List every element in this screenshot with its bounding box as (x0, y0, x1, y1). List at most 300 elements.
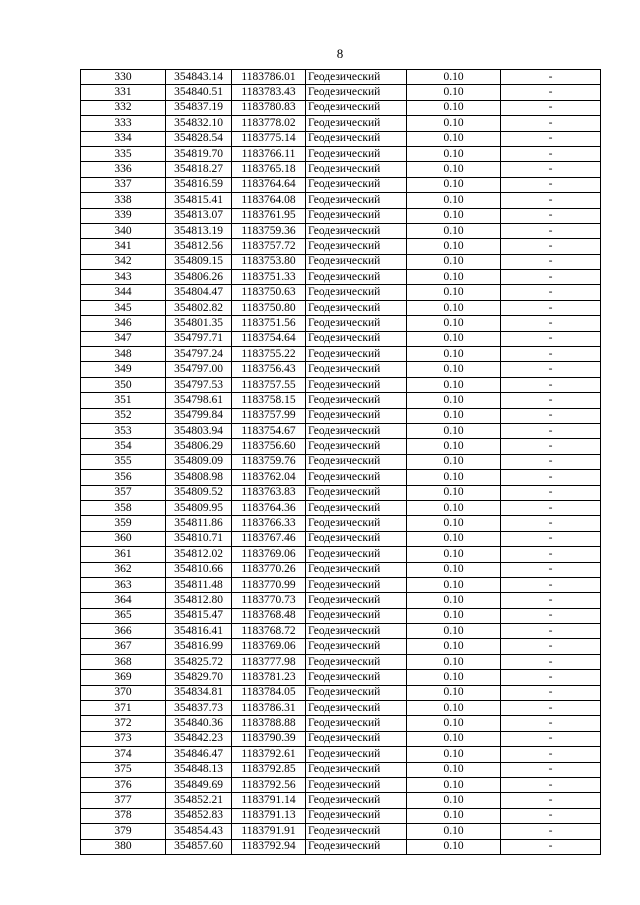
y-coordinate-cell: 1183770.26 (232, 562, 306, 577)
point-number-cell: 356 (81, 470, 166, 485)
y-coordinate-cell: 1183754.67 (232, 423, 306, 438)
accuracy-cell: 0.10 (407, 377, 501, 392)
description-cell: - (501, 777, 601, 792)
x-coordinate-cell: 354840.36 (166, 716, 232, 731)
x-coordinate-cell: 354849.69 (166, 777, 232, 792)
method-cell: Геодезический (306, 685, 407, 700)
accuracy-cell: 0.10 (407, 639, 501, 654)
description-cell: - (501, 377, 601, 392)
method-cell: Геодезический (306, 654, 407, 669)
y-coordinate-cell: 1183757.72 (232, 239, 306, 254)
point-number-cell: 331 (81, 85, 166, 100)
table-row (81, 85, 601, 100)
accuracy-cell: 0.10 (407, 70, 501, 85)
method-cell: Геодезический (306, 162, 407, 177)
description-cell: - (501, 393, 601, 408)
table-row (81, 223, 601, 238)
accuracy-cell: 0.10 (407, 162, 501, 177)
x-coordinate-cell: 354857.60 (166, 839, 232, 854)
description-cell: - (501, 624, 601, 639)
point-number-cell: 352 (81, 408, 166, 423)
method-cell: Геодезический (306, 347, 407, 362)
description-cell: - (501, 285, 601, 300)
x-coordinate-cell: 354811.86 (166, 516, 232, 531)
x-coordinate-cell: 354842.23 (166, 731, 232, 746)
accuracy-cell: 0.10 (407, 577, 501, 592)
y-coordinate-cell: 1183763.83 (232, 485, 306, 500)
method-cell: Геодезический (306, 70, 407, 85)
table-row (81, 577, 601, 592)
table-row (81, 654, 601, 669)
accuracy-cell: 0.10 (407, 608, 501, 623)
x-coordinate-cell: 354846.47 (166, 747, 232, 762)
x-coordinate-cell: 354834.81 (166, 685, 232, 700)
table-row (81, 685, 601, 700)
table-row (81, 531, 601, 546)
method-cell: Геодезический (306, 470, 407, 485)
y-coordinate-cell: 1183770.99 (232, 577, 306, 592)
x-coordinate-cell: 354802.82 (166, 300, 232, 315)
x-coordinate-cell: 354818.27 (166, 162, 232, 177)
x-coordinate-cell: 354837.73 (166, 701, 232, 716)
y-coordinate-cell: 1183753.80 (232, 254, 306, 269)
description-cell: - (501, 162, 601, 177)
point-number-cell: 333 (81, 116, 166, 131)
x-coordinate-cell: 354852.21 (166, 793, 232, 808)
description-cell: - (501, 762, 601, 777)
method-cell: Геодезический (306, 747, 407, 762)
accuracy-cell: 0.10 (407, 654, 501, 669)
table-row (81, 393, 601, 408)
table-row (81, 316, 601, 331)
table-row (81, 639, 601, 654)
method-cell: Геодезический (306, 239, 407, 254)
accuracy-cell: 0.10 (407, 747, 501, 762)
table-row (81, 239, 601, 254)
point-number-cell: 367 (81, 639, 166, 654)
method-cell: Геодезический (306, 100, 407, 115)
point-number-cell: 378 (81, 808, 166, 823)
x-coordinate-cell: 354832.10 (166, 116, 232, 131)
y-coordinate-cell: 1183792.85 (232, 762, 306, 777)
description-cell: - (501, 116, 601, 131)
description-cell: - (501, 362, 601, 377)
y-coordinate-cell: 1183791.14 (232, 793, 306, 808)
description-cell: - (501, 731, 601, 746)
y-coordinate-cell: 1183792.56 (232, 777, 306, 792)
point-number-cell: 380 (81, 839, 166, 854)
y-coordinate-cell: 1183792.94 (232, 839, 306, 854)
y-coordinate-cell: 1183769.06 (232, 639, 306, 654)
coordinates-table-body (81, 70, 601, 855)
method-cell: Геодезический (306, 500, 407, 515)
table-row (81, 146, 601, 161)
x-coordinate-cell: 354848.13 (166, 762, 232, 777)
method-cell: Геодезический (306, 608, 407, 623)
method-cell: Геодезический (306, 731, 407, 746)
description-cell: - (501, 808, 601, 823)
x-coordinate-cell: 354840.51 (166, 85, 232, 100)
method-cell: Геодезический (306, 577, 407, 592)
point-number-cell: 357 (81, 485, 166, 500)
description-cell: - (501, 547, 601, 562)
point-number-cell: 348 (81, 347, 166, 362)
description-cell: - (501, 716, 601, 731)
description-cell: - (501, 593, 601, 608)
method-cell: Геодезический (306, 562, 407, 577)
accuracy-cell: 0.10 (407, 454, 501, 469)
accuracy-cell: 0.10 (407, 685, 501, 700)
point-number-cell: 374 (81, 747, 166, 762)
point-number-cell: 377 (81, 793, 166, 808)
accuracy-cell: 0.10 (407, 177, 501, 192)
point-number-cell: 369 (81, 670, 166, 685)
method-cell: Геодезический (306, 408, 407, 423)
table-row (81, 516, 601, 531)
x-coordinate-cell: 354843.14 (166, 70, 232, 85)
description-cell: - (501, 208, 601, 223)
table-row (81, 439, 601, 454)
accuracy-cell: 0.10 (407, 270, 501, 285)
x-coordinate-cell: 354797.24 (166, 347, 232, 362)
method-cell: Геодезический (306, 531, 407, 546)
table-row (81, 624, 601, 639)
y-coordinate-cell: 1183757.99 (232, 408, 306, 423)
point-number-cell: 370 (81, 685, 166, 700)
x-coordinate-cell: 354816.59 (166, 177, 232, 192)
description-cell: - (501, 239, 601, 254)
method-cell: Геодезический (306, 177, 407, 192)
x-coordinate-cell: 354803.94 (166, 423, 232, 438)
description-cell: - (501, 193, 601, 208)
point-number-cell: 346 (81, 316, 166, 331)
y-coordinate-cell: 1183764.36 (232, 500, 306, 515)
description-cell: - (501, 439, 601, 454)
description-cell: - (501, 423, 601, 438)
y-coordinate-cell: 1183781.23 (232, 670, 306, 685)
description-cell: - (501, 685, 601, 700)
accuracy-cell: 0.10 (407, 146, 501, 161)
y-coordinate-cell: 1183758.15 (232, 393, 306, 408)
y-coordinate-cell: 1183778.02 (232, 116, 306, 131)
point-number-cell: 366 (81, 624, 166, 639)
description-cell: - (501, 500, 601, 515)
point-number-cell: 341 (81, 239, 166, 254)
accuracy-cell: 0.10 (407, 131, 501, 146)
x-coordinate-cell: 354811.48 (166, 577, 232, 592)
y-coordinate-cell: 1183786.01 (232, 70, 306, 85)
method-cell: Геодезический (306, 300, 407, 315)
description-cell: - (501, 824, 601, 839)
method-cell: Геодезический (306, 639, 407, 654)
table-row (81, 670, 601, 685)
table-row (81, 608, 601, 623)
y-coordinate-cell: 1183790.39 (232, 731, 306, 746)
accuracy-cell: 0.10 (407, 547, 501, 562)
x-coordinate-cell: 354852.83 (166, 808, 232, 823)
x-coordinate-cell: 354854.43 (166, 824, 232, 839)
point-number-cell: 344 (81, 285, 166, 300)
accuracy-cell: 0.10 (407, 624, 501, 639)
y-coordinate-cell: 1183783.43 (232, 85, 306, 100)
table-row (81, 485, 601, 500)
accuracy-cell: 0.10 (407, 531, 501, 546)
method-cell: Геодезический (306, 285, 407, 300)
table-row (81, 731, 601, 746)
method-cell: Геодезический (306, 193, 407, 208)
accuracy-cell: 0.10 (407, 516, 501, 531)
accuracy-cell: 0.10 (407, 408, 501, 423)
accuracy-cell: 0.10 (407, 223, 501, 238)
method-cell: Геодезический (306, 716, 407, 731)
y-coordinate-cell: 1183788.88 (232, 716, 306, 731)
description-cell: - (501, 408, 601, 423)
table-row (81, 470, 601, 485)
table-row (81, 762, 601, 777)
y-coordinate-cell: 1183784.05 (232, 685, 306, 700)
description-cell: - (501, 131, 601, 146)
x-coordinate-cell: 354801.35 (166, 316, 232, 331)
method-cell: Геодезический (306, 331, 407, 346)
x-coordinate-cell: 354816.41 (166, 624, 232, 639)
accuracy-cell: 0.10 (407, 716, 501, 731)
x-coordinate-cell: 354808.98 (166, 470, 232, 485)
accuracy-cell: 0.10 (407, 193, 501, 208)
point-number-cell: 339 (81, 208, 166, 223)
table-row (81, 547, 601, 562)
description-cell: - (501, 670, 601, 685)
y-coordinate-cell: 1183762.04 (232, 470, 306, 485)
accuracy-cell: 0.10 (407, 362, 501, 377)
table-row (81, 839, 601, 854)
x-coordinate-cell: 354816.99 (166, 639, 232, 654)
accuracy-cell: 0.10 (407, 300, 501, 315)
x-coordinate-cell: 354810.66 (166, 562, 232, 577)
y-coordinate-cell: 1183761.95 (232, 208, 306, 223)
point-number-cell: 336 (81, 162, 166, 177)
method-cell: Геодезический (306, 701, 407, 716)
method-cell: Геодезический (306, 146, 407, 161)
y-coordinate-cell: 1183764.08 (232, 193, 306, 208)
description-cell: - (501, 608, 601, 623)
accuracy-cell: 0.10 (407, 701, 501, 716)
y-coordinate-cell: 1183780.83 (232, 100, 306, 115)
point-number-cell: 347 (81, 331, 166, 346)
accuracy-cell: 0.10 (407, 500, 501, 515)
y-coordinate-cell: 1183766.33 (232, 516, 306, 531)
x-coordinate-cell: 354813.19 (166, 223, 232, 238)
accuracy-cell: 0.10 (407, 208, 501, 223)
accuracy-cell: 0.10 (407, 777, 501, 792)
table-row (81, 824, 601, 839)
point-number-cell: 368 (81, 654, 166, 669)
y-coordinate-cell: 1183791.91 (232, 824, 306, 839)
table-row (81, 777, 601, 792)
table-row (81, 177, 601, 192)
point-number-cell: 365 (81, 608, 166, 623)
description-cell: - (501, 300, 601, 315)
table-row (81, 70, 601, 85)
table-row (81, 793, 601, 808)
accuracy-cell: 0.10 (407, 285, 501, 300)
y-coordinate-cell: 1183755.22 (232, 347, 306, 362)
point-number-cell: 364 (81, 593, 166, 608)
x-coordinate-cell: 354812.56 (166, 239, 232, 254)
point-number-cell: 354 (81, 439, 166, 454)
table-row (81, 701, 601, 716)
description-cell: - (501, 562, 601, 577)
x-coordinate-cell: 354813.07 (166, 208, 232, 223)
method-cell: Геодезический (306, 116, 407, 131)
y-coordinate-cell: 1183768.48 (232, 608, 306, 623)
x-coordinate-cell: 354815.41 (166, 193, 232, 208)
y-coordinate-cell: 1183769.06 (232, 547, 306, 562)
point-number-cell: 358 (81, 500, 166, 515)
y-coordinate-cell: 1183791.13 (232, 808, 306, 823)
description-cell: - (501, 85, 601, 100)
point-number-cell: 334 (81, 131, 166, 146)
method-cell: Геодезический (306, 223, 407, 238)
accuracy-cell: 0.10 (407, 593, 501, 608)
table-row (81, 408, 601, 423)
description-cell: - (501, 701, 601, 716)
method-cell: Геодезический (306, 254, 407, 269)
point-number-cell: 371 (81, 701, 166, 716)
x-coordinate-cell: 354806.29 (166, 439, 232, 454)
table-row (81, 747, 601, 762)
table-row (81, 162, 601, 177)
x-coordinate-cell: 354809.09 (166, 454, 232, 469)
y-coordinate-cell: 1183770.73 (232, 593, 306, 608)
table-row (81, 593, 601, 608)
point-number-cell: 335 (81, 146, 166, 161)
accuracy-cell: 0.10 (407, 254, 501, 269)
point-number-cell: 376 (81, 777, 166, 792)
accuracy-cell: 0.10 (407, 316, 501, 331)
y-coordinate-cell: 1183754.64 (232, 331, 306, 346)
accuracy-cell: 0.10 (407, 393, 501, 408)
accuracy-cell: 0.10 (407, 423, 501, 438)
x-coordinate-cell: 354797.00 (166, 362, 232, 377)
table-row (81, 285, 601, 300)
accuracy-cell: 0.10 (407, 239, 501, 254)
table-row (81, 331, 601, 346)
method-cell: Геодезический (306, 777, 407, 792)
table-row (81, 116, 601, 131)
accuracy-cell: 0.10 (407, 808, 501, 823)
table-row (81, 300, 601, 315)
point-number-cell: 355 (81, 454, 166, 469)
method-cell: Геодезический (306, 547, 407, 562)
y-coordinate-cell: 1183768.72 (232, 624, 306, 639)
table-row (81, 193, 601, 208)
table-row (81, 562, 601, 577)
x-coordinate-cell: 354804.47 (166, 285, 232, 300)
table-row (81, 808, 601, 823)
x-coordinate-cell: 354809.52 (166, 485, 232, 500)
y-coordinate-cell: 1183759.36 (232, 223, 306, 238)
x-coordinate-cell: 354828.54 (166, 131, 232, 146)
method-cell: Геодезический (306, 485, 407, 500)
accuracy-cell: 0.10 (407, 439, 501, 454)
point-number-cell: 340 (81, 223, 166, 238)
accuracy-cell: 0.10 (407, 839, 501, 854)
description-cell: - (501, 485, 601, 500)
x-coordinate-cell: 354837.19 (166, 100, 232, 115)
description-cell: - (501, 654, 601, 669)
method-cell: Геодезический (306, 85, 407, 100)
method-cell: Геодезический (306, 624, 407, 639)
x-coordinate-cell: 354812.80 (166, 593, 232, 608)
description-cell: - (501, 146, 601, 161)
x-coordinate-cell: 354799.84 (166, 408, 232, 423)
method-cell: Геодезический (306, 516, 407, 531)
method-cell: Геодезический (306, 593, 407, 608)
accuracy-cell: 0.10 (407, 485, 501, 500)
description-cell: - (501, 70, 601, 85)
y-coordinate-cell: 1183750.80 (232, 300, 306, 315)
accuracy-cell: 0.10 (407, 793, 501, 808)
description-cell: - (501, 177, 601, 192)
table-row (81, 131, 601, 146)
x-coordinate-cell: 354825.72 (166, 654, 232, 669)
table-row (81, 254, 601, 269)
method-cell: Геодезический (306, 839, 407, 854)
point-number-cell: 337 (81, 177, 166, 192)
table-row (81, 423, 601, 438)
description-cell: - (501, 793, 601, 808)
method-cell: Геодезический (306, 670, 407, 685)
point-number-cell: 342 (81, 254, 166, 269)
description-cell: - (501, 316, 601, 331)
x-coordinate-cell: 354810.71 (166, 531, 232, 546)
table-row (81, 454, 601, 469)
point-number-cell: 379 (81, 824, 166, 839)
x-coordinate-cell: 354812.02 (166, 547, 232, 562)
y-coordinate-cell: 1183775.14 (232, 131, 306, 146)
y-coordinate-cell: 1183777.98 (232, 654, 306, 669)
x-coordinate-cell: 354797.71 (166, 331, 232, 346)
point-number-cell: 353 (81, 423, 166, 438)
description-cell: - (501, 577, 601, 592)
accuracy-cell: 0.10 (407, 85, 501, 100)
description-cell: - (501, 639, 601, 654)
method-cell: Геодезический (306, 362, 407, 377)
description-cell: - (501, 254, 601, 269)
method-cell: Геодезический (306, 131, 407, 146)
method-cell: Геодезический (306, 270, 407, 285)
description-cell: - (501, 839, 601, 854)
y-coordinate-cell: 1183751.56 (232, 316, 306, 331)
page-number: 8 (336, 46, 344, 61)
description-cell: - (501, 100, 601, 115)
point-number-cell: 372 (81, 716, 166, 731)
point-number-cell: 332 (81, 100, 166, 115)
accuracy-cell: 0.10 (407, 562, 501, 577)
y-coordinate-cell: 1183757.55 (232, 377, 306, 392)
description-cell: - (501, 454, 601, 469)
description-cell: - (501, 270, 601, 285)
method-cell: Геодезический (306, 423, 407, 438)
point-number-cell: 363 (81, 577, 166, 592)
method-cell: Геодезический (306, 808, 407, 823)
description-cell: - (501, 516, 601, 531)
x-coordinate-cell: 354797.53 (166, 377, 232, 392)
accuracy-cell: 0.10 (407, 347, 501, 362)
point-number-cell: 343 (81, 270, 166, 285)
table-row (81, 377, 601, 392)
x-coordinate-cell: 354806.26 (166, 270, 232, 285)
